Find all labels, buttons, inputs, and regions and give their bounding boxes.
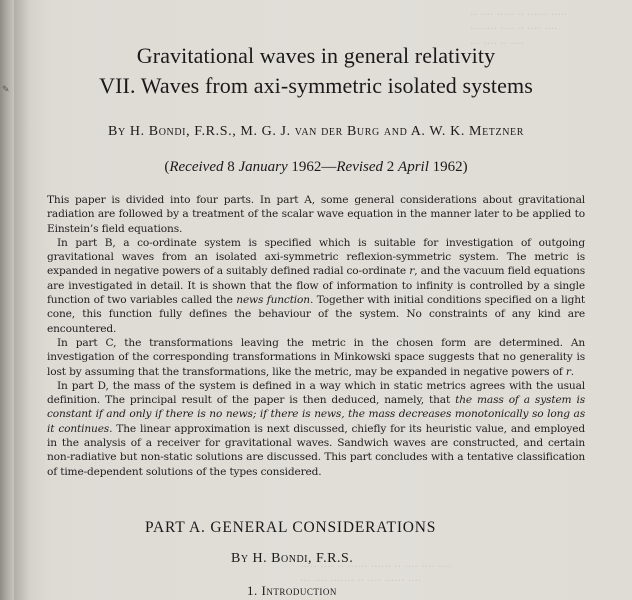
paper-title-line-2: VII. Waves from axi-symmetric isolated systems — [99, 73, 533, 98]
paren-open: ( — [164, 159, 170, 175]
abstract-paragraph-2 — [47, 236, 585, 336]
abstract-paragraph-3 — [47, 336, 585, 379]
text-span: The linear approximation is next discussed, chiefly for its heuristic value, and employed in the analysis of a receiver for gravitational waves. Sandwich waves are constructed, and certain non-radiative but non-static solutions are discussed. This part concludes with a tentative classification of time-dependent solutions of the types considered. — [47, 422, 585, 478]
show-through-text: ·· ···· ····· ·· ······ ····· ········ ···· ·· ···· ···· ··· ···· ·· ···· — [470, 9, 568, 50]
math-variable-r: r — [409, 265, 415, 278]
part-a-author: By H. Bondi, F.R.S. — [231, 551, 354, 566]
revised-label: Revised — [336, 159, 384, 175]
text-span: In part B, a co-ordinate system is specified which is suitable for investigation of outgoing gravitational waves from an isolated axi-symmetric reflexion-symmetric system. The metric is expanded in negative powers of a suitably defined radial co-ordinate — [47, 236, 585, 278]
revised-day: 2 — [383, 159, 399, 175]
margin-mark-icon: ✎ — [2, 85, 10, 95]
paper-title-line-1: Gravitational waves in general relativity — [136, 43, 496, 68]
term-news-function: news function — [236, 294, 310, 307]
author-line: By H. Bondi, F.R.S., M. G. J. van der Burg and A. W. K. Metzner — [108, 124, 524, 139]
received-year: 1962— — [287, 159, 337, 175]
received-label: Received — [169, 159, 224, 175]
text-span: In part C, the transformations leaving the metric in the chosen form are determined. An investigation of the corresponding transformations in Minkowski space suggests that no generality is lost by assuming that the transformations, like the metric, may be expanded in negative powers of — [47, 336, 585, 378]
received-month: January — [238, 159, 288, 175]
abstract-paragraph-4 — [47, 379, 585, 479]
text-span: . Together with initial conditions specified on a light cone, this function fully defines the behaviour of the system. No constraints of any kind are encountered. — [47, 294, 585, 335]
text-span: In part D, the mass of the system is defined in a way which in static metrics agrees with the usual definition. The principal result of the paper is then deduced, namely, that — [47, 379, 585, 407]
received-day: 8 — [223, 159, 239, 175]
revised-month: April — [398, 159, 429, 175]
received-date-line — [0, 159, 632, 176]
abstract-paragraph-1: This paper is divided into four parts. In part A, some general considerations about gravitational radiation are followed by a treatment of the scalar wave equation in the manner later to be applied to Einstein’s field equations. — [47, 194, 585, 235]
section-introduction-heading: 1. Introduction — [247, 583, 337, 598]
text-span: . — [570, 365, 574, 378]
text-span: , and the vacuum field equations are investigated in detail. It is shown that the flow of information to infinity is controlled by a single function of two variables called the — [47, 265, 586, 307]
show-through-text: ····· ···· ·· ······ ······ ·· ···· ···· ···· ··· ···· ······· ·· ···· ······ ···· — [300, 561, 452, 588]
revised-year: 1962) — [428, 159, 468, 175]
principal-result: the mass of a system is constant if and only if there is no news; if there is news, the mass decreases monotonically so long as it continues. — [47, 394, 586, 435]
part-a-heading: PART A. GENERAL CONSIDERATIONS — [145, 519, 437, 536]
abstract — [47, 193, 585, 479]
math-variable-r: r — [565, 365, 571, 378]
